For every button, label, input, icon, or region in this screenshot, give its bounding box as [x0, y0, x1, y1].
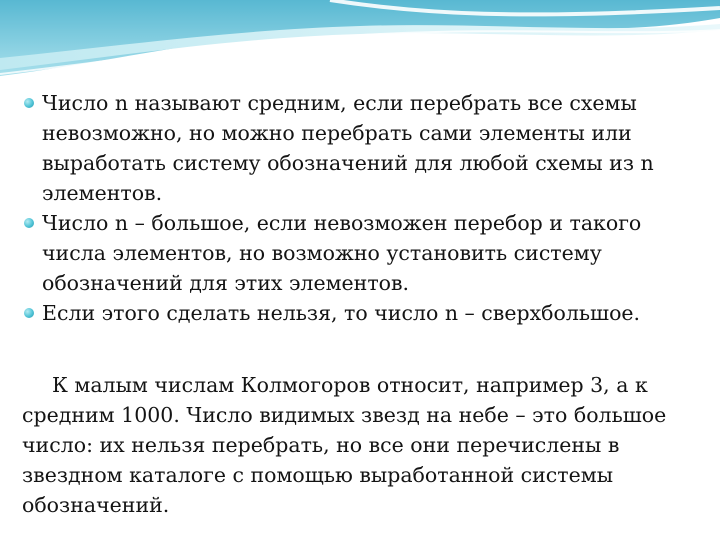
- header-wave-decoration: [0, 0, 720, 90]
- bullet-list: [22, 88, 702, 328]
- bullet-dot-icon: [24, 98, 34, 108]
- bullet-text: Число n – большое, если невозможен перебор и такого числа элементов, но возможно установить систему обозначений для этих элементов.: [42, 211, 642, 295]
- bullet-item: [22, 298, 702, 328]
- bullet-item: [22, 208, 702, 298]
- bullet-dot-icon: [24, 218, 34, 228]
- bullet-dot-icon: [24, 308, 34, 318]
- bullet-item: [22, 88, 702, 208]
- bullet-text: Число n называют средним, если перебрать все схемы невозможно, но можно перебрать сами элементы или выработать систему обозначений для любой схемы из n элементов.: [42, 91, 654, 205]
- bullet-text: Если этого сделать нельзя, то число n – сверхбольшое.: [42, 301, 641, 325]
- body-paragraph: К малым числам Колмогоров относит, например 3, а к средним 1000. Число видимых звезд на небе – это большое число: их нельзя перебрать, но все они перечислены в звездном каталоге с помощью выработанной системы обозначений.: [22, 373, 667, 517]
